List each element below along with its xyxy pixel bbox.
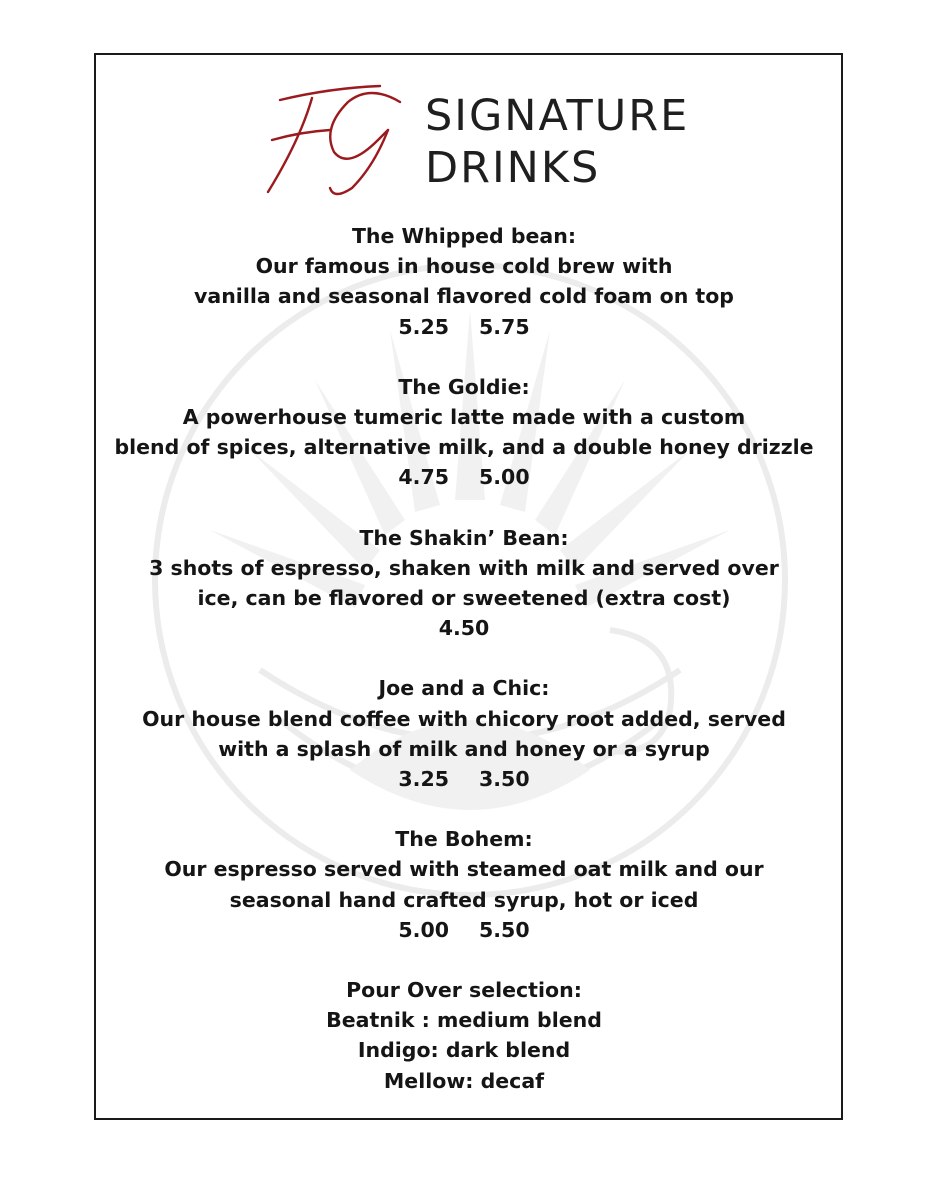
price: 4.50 <box>438 616 490 641</box>
drink-prices <box>0 462 928 492</box>
pour-over-title: Pour Over selection: <box>346 978 582 1003</box>
logo-wordmark <box>425 90 689 194</box>
logo-line-signature: SIGNATURE <box>425 91 690 141</box>
drink-prices <box>0 613 928 643</box>
drinks-menu <box>0 221 928 1126</box>
price: 3.50 <box>479 767 530 792</box>
drink-name: The Goldie: <box>398 374 530 399</box>
drink-prices <box>0 915 928 945</box>
menu-item <box>0 372 928 493</box>
drink-name: Joe and a Chic: <box>378 676 550 701</box>
pour-over-section <box>0 975 928 1096</box>
price: 3.25 <box>398 767 449 792</box>
drink-description: 3 shots of espresso, shaken with milk and served over <box>149 555 779 580</box>
pour-over-option: Indigo: dark blend <box>357 1038 571 1063</box>
drink-description: seasonal hand crafted syrup, hot or iced <box>229 887 699 912</box>
logo-line-drinks: DRINKS <box>425 143 601 193</box>
drink-description: vanilla and seasonal flavored cold foam on top <box>194 284 734 309</box>
drink-description: blend of spices, alternative milk, and a double honey drizzle <box>114 435 814 460</box>
drink-description: A powerhouse tumeric latte made with a custom <box>182 405 746 430</box>
fg-monogram-icon <box>260 80 420 200</box>
price: 5.00 <box>398 917 449 942</box>
drink-description: Our espresso served with steamed oat milk and our <box>164 857 764 882</box>
menu-item <box>0 523 928 644</box>
menu-item <box>0 673 928 794</box>
drink-description: ice, can be flavored or sweetened (extra cost) <box>197 586 731 611</box>
menu-item <box>0 221 928 342</box>
price: 5.25 <box>398 314 449 339</box>
drink-name: The Shakin’ Bean: <box>359 525 569 550</box>
pour-over-option: Mellow: decaf <box>383 1068 545 1093</box>
price: 5.50 <box>479 917 530 942</box>
price: 5.75 <box>479 314 530 339</box>
drink-name: The Bohem: <box>395 827 533 852</box>
price: 5.00 <box>479 465 530 490</box>
price: 4.75 <box>398 465 449 490</box>
drink-prices <box>0 764 928 794</box>
drink-name: The Whipped bean: <box>351 224 577 248</box>
drink-description: with a splash of milk and honey or a syrup <box>218 736 710 761</box>
drink-description: Our house blend coffee with chicory root added, served <box>142 706 786 731</box>
drink-prices <box>0 312 928 342</box>
menu-item <box>0 824 928 945</box>
pour-over-option: Beatnik : medium blend <box>326 1008 602 1033</box>
drink-description: Our famous in house cold brew with <box>255 254 673 279</box>
